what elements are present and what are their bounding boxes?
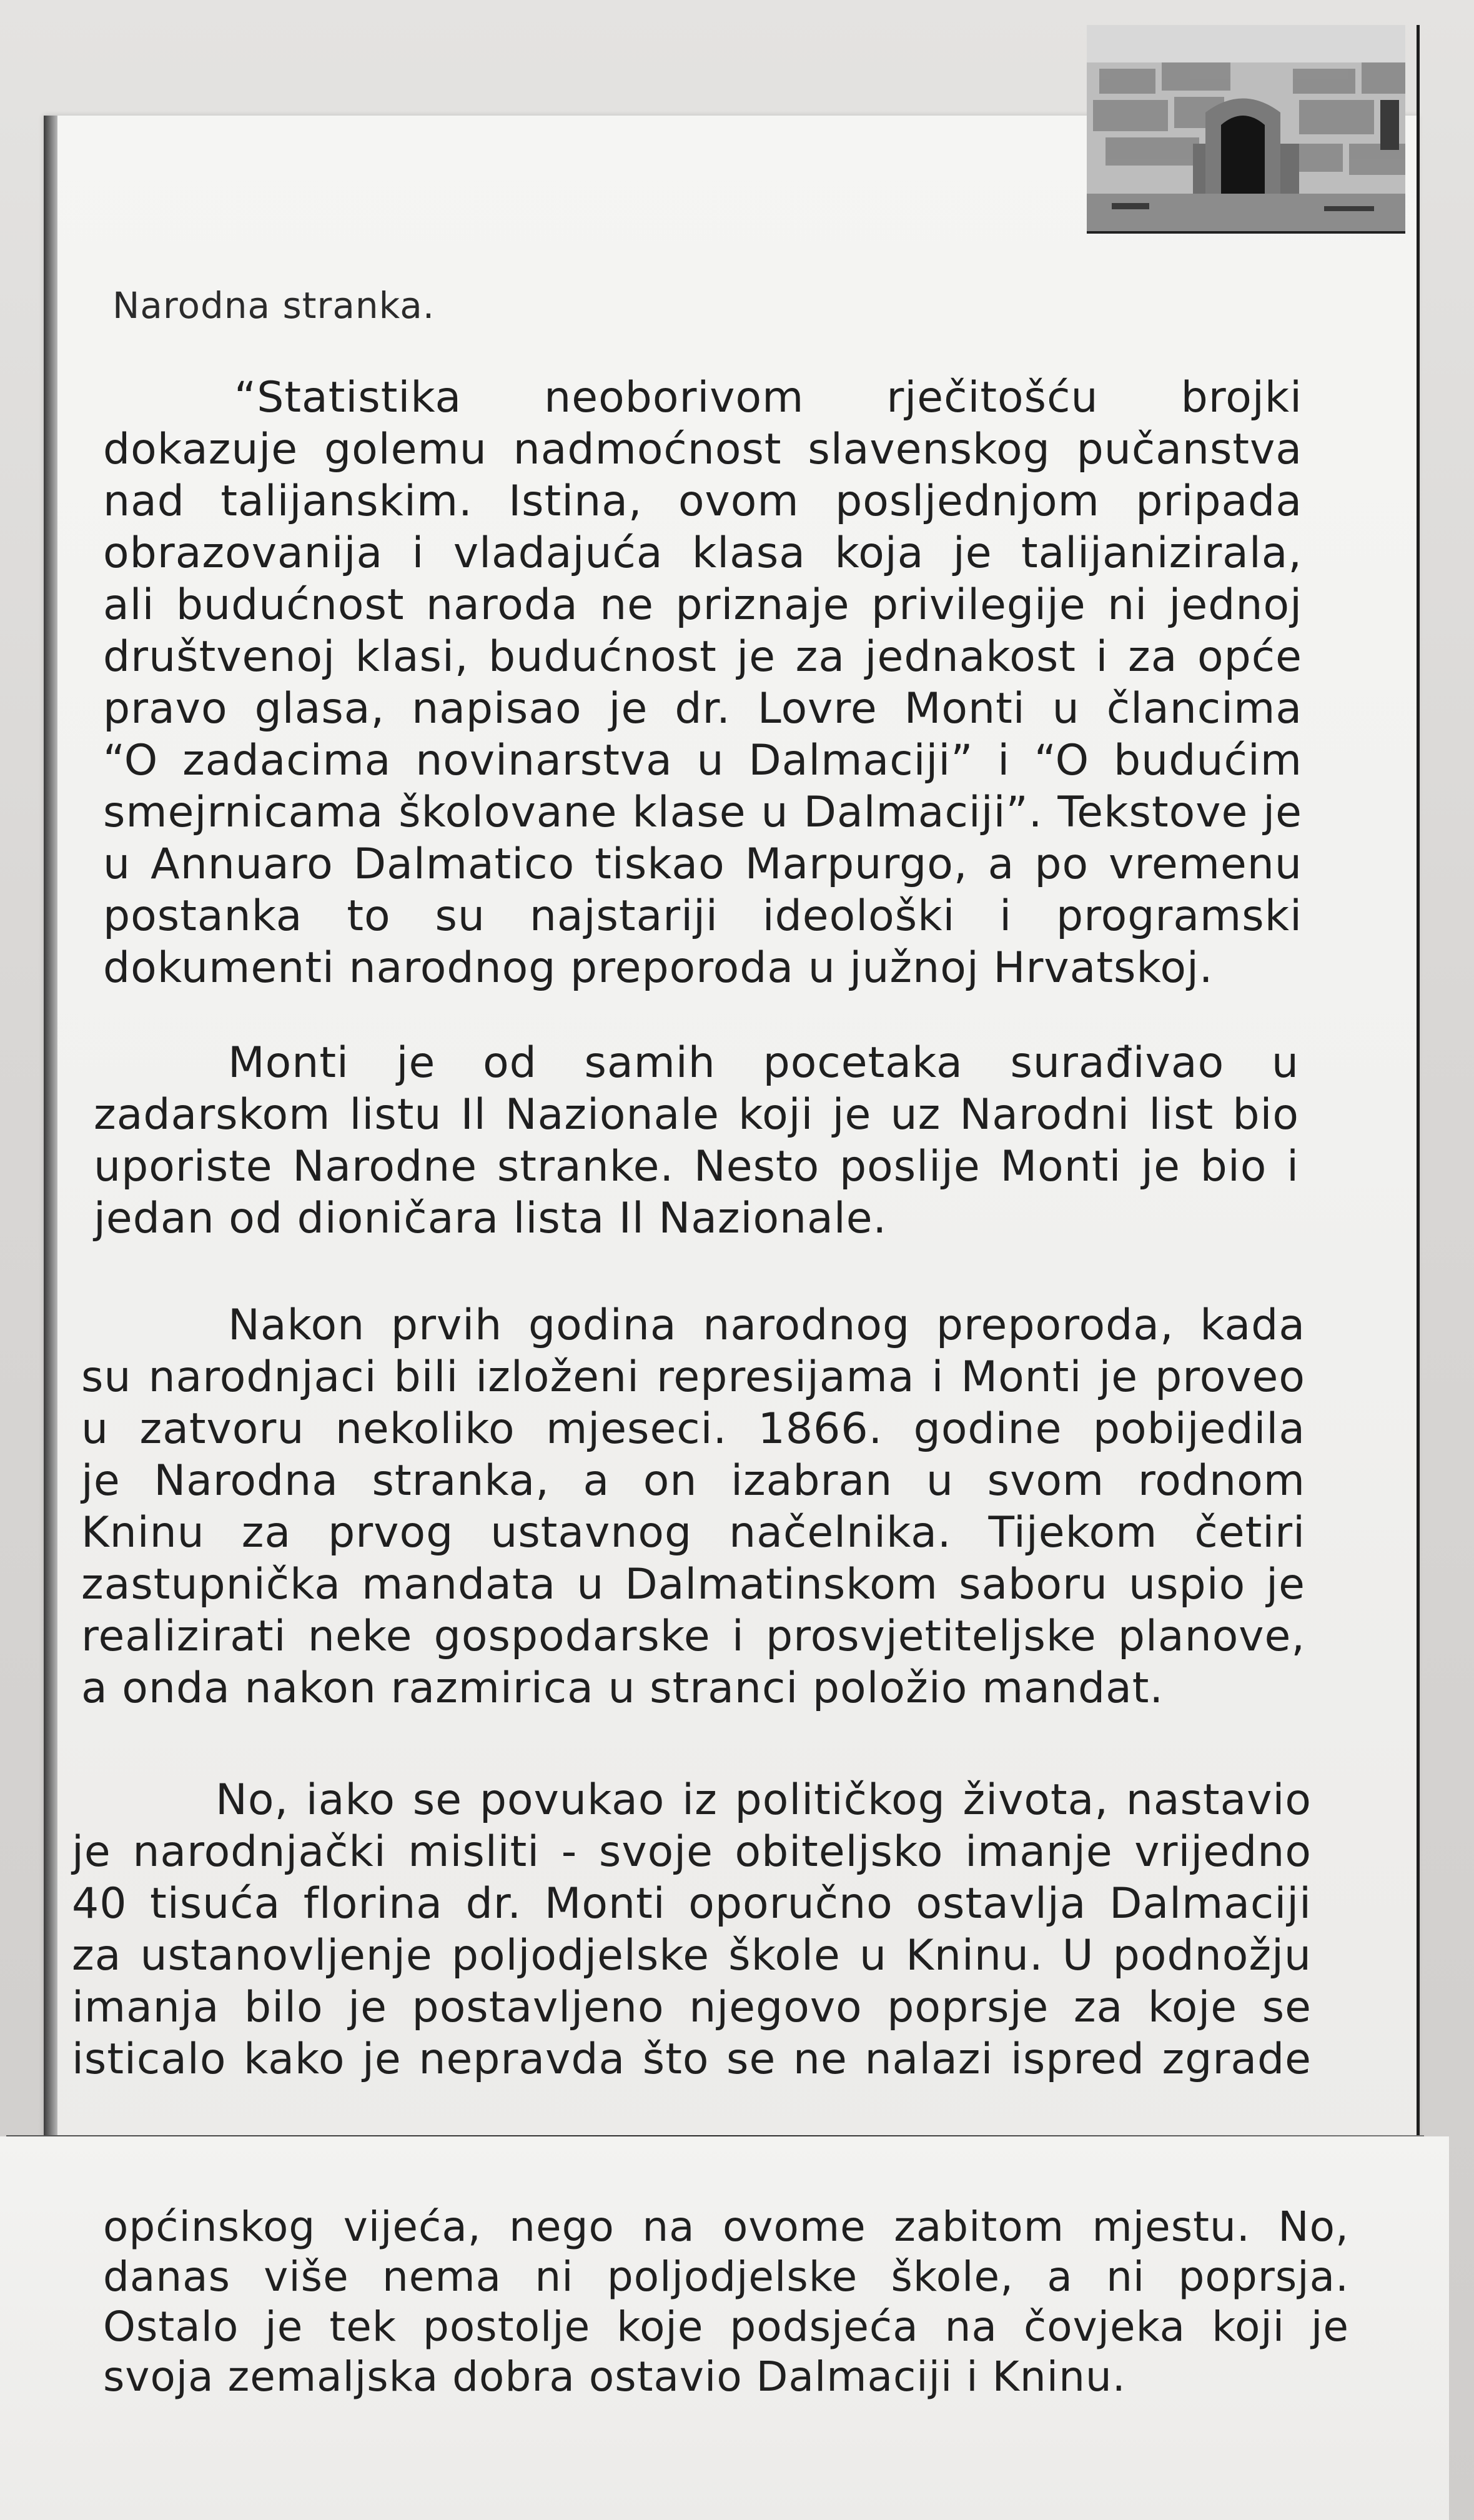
text-line: jedan od dioničara lista Il Nazionale. [94,1194,888,1243]
text-line: zadarskom listu Il Nazionale koji je uz Narodni list bio [94,1090,1299,1139]
text-line: postanka to su najstariji ideološki i programski [103,891,1302,941]
photo-illustration-icon [1087,25,1405,231]
text-line: ali budućnost naroda ne priznaje privilegije ni jednoj [103,580,1302,630]
text-line: pravo glasa, napisao je dr. Lovre Monti u člancima [103,684,1302,733]
text-line: “O zadacima novinarstva u Dalmaciji” i “O budućim [103,736,1302,785]
sheet-right-border [1417,25,1420,2174]
paragraph-1 [103,372,1302,994]
text-line: za ustanovljenje poljodjelske škole u Kninu. U podnožju [72,1931,1312,1980]
text-line: isticalo kako je nepravda što se ne nalazi ispred zgrade [72,2035,1312,2084]
text-line: Nakon prvih godina narodnog preporoda, kada [228,1301,1305,1350]
text-line: No, iako se povukao iz političkog života, nastavio [215,1775,1312,1825]
text-line: Kninu za prvog ustavnog načelnika. Tijekom četiri [81,1508,1305,1557]
text-line: dokazuje golemu nadmoćnost slavenskog pučanstva [103,425,1302,474]
text-line: zastupnička mandata u Dalmatinskom saboru uspio je [81,1560,1305,1609]
text-line: nad talijanskim. Istina, ovom posljednjom pripada [103,477,1302,526]
text-line: smejrnicama školovane klase u Dalmaciji”. Tekstove je [103,788,1302,837]
text-line: društvenoj klasi, budućnost je za jednakost i za opće [103,632,1302,682]
paragraph-3 [81,1299,1305,1714]
text-line: dokumenti narodnog preporoda u južnoj Hrvatskoj. [103,943,1214,993]
text-line: općinskog vijeća, nego na ovome zabitom mjestu. No, [103,2203,1349,2251]
text-line: realizirati neke gospodarske i prosvjetiteljske planove, [81,1612,1305,1661]
text-line: Ostalo je tek postolje koje podsjeća na čovjeka koji je [103,2303,1349,2351]
text-line: u zatvoru nekoliko mjeseci. 1866. godine pobijedila [81,1404,1305,1454]
text-line: svoja zemaljska dobra ostavio Dalmaciji i Kninu. [103,2353,1126,2401]
section-heading: Narodna stranka. [112,284,435,327]
text-line: u Annuaro Dalmatico tiskao Marpurgo, a po vremenu [103,840,1302,889]
text-line: a onda nakon razmirica u stranci položio mandat. [81,1664,1164,1713]
sheet-left-shadow [44,116,57,2165]
text-line: danas više nema ni poljodjelske škole, a ni poprsja. [103,2253,1349,2301]
text-line: “Statistika neoborivom rječitošću brojki [234,373,1302,422]
text-line: uporiste Narodne stranke. Nesto poslije Monti je bio i [94,1142,1299,1191]
text-line: Monti je od samih pocetaka surađivao u [228,1038,1299,1088]
stone-doorway-photo [1087,25,1405,234]
text-line: 40 tisuća florina dr. Monti oporučno ostavlja Dalmaciji [72,1879,1312,1928]
text-line: obrazovanija i vladajuća klasa koja je talijanizirala, [103,528,1302,578]
text-line: je Narodna stranka, a on izabran u svom rodnom [81,1456,1305,1506]
paragraph-2 [94,1037,1299,1244]
text-line: su narodnjaci bili izloženi represijama i Monti je proveo [81,1352,1305,1402]
paragraph-4 [72,1774,1312,2085]
text-line: je narodnjački misliti - svoje obiteljsko imanje vrijedno [72,1827,1312,1877]
paragraph-5 [103,2202,1349,2402]
text-line: imanja bilo je postavljeno njegovo poprsje za koje se [72,1983,1312,2032]
